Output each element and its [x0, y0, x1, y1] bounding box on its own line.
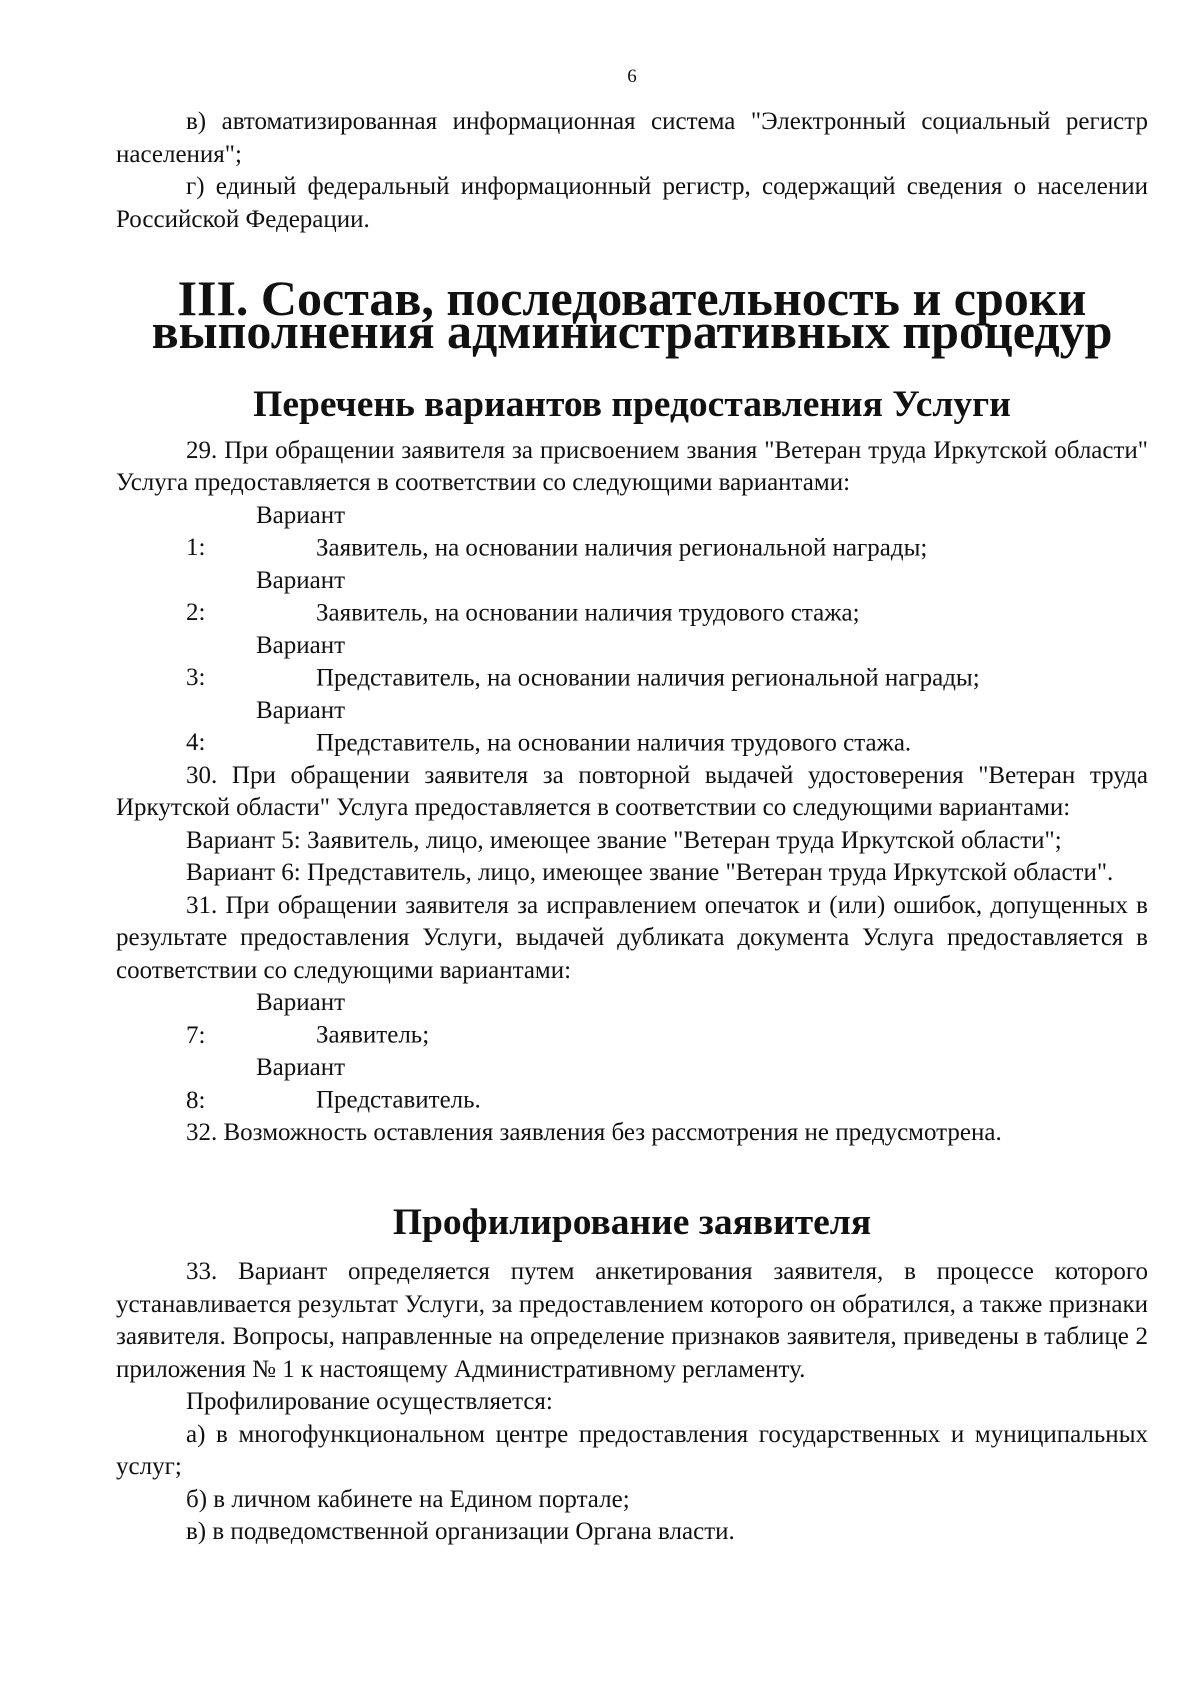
variant-number: Вариант 8:	[186, 1054, 346, 1114]
variant-text: Заявитель;	[316, 1021, 430, 1049]
intro-item-g: г) единый федеральный информационный регистр, содержащий сведения о населении Российской Федерации.	[116, 173, 1148, 233]
page-number: 6	[627, 66, 637, 87]
variant-number: Вариант 3:	[186, 631, 346, 691]
paragraph-33: 33. Вариант определяется путем анкетирования заявителя, в процессе которого устанавливается результат Услуги, за предоставлением которого он обратился, а также признаки заявителя. Вопросы, направленные на определение признаков заявителя, приведены в таблице 2 приложения № 1 к настоящему Административному регламенту.	[116, 1258, 1148, 1383]
intro-item-v: в) автоматизированная информационная система "Электронный социальный регистр населения";	[116, 108, 1148, 168]
variant-8	[116, 1052, 1148, 1117]
variant-text: Представитель, на основании наличия региональной награды;	[316, 664, 980, 691]
variant-number: Вариант 1:	[186, 501, 346, 561]
variant-3	[116, 630, 1148, 695]
profiling-item-v: в) в подведомственной организации Органа власти.	[186, 1518, 735, 1545]
subsection-title-profiling: Профилирование заявителя	[392, 1201, 872, 1243]
subsection-title-variants: Перечень вариантов предоставления Услуги	[253, 384, 1011, 425]
variant-4	[116, 695, 1148, 760]
variant-5: Вариант 5: Заявитель, лицо, имеющее звание "Ветеран труда Иркутской области";	[186, 826, 1062, 854]
variant-2	[116, 565, 1148, 630]
variant-text: Заявитель, на основании наличия трудового стажа;	[316, 599, 860, 626]
paragraph-31: 31. При обращении заявителя за исправлением опечаток и (или) ошибок, допущенных в результате предоставления Услуги, выдачей дубликата документа Услуга предоставляется в соответствии со следующими вариантами:	[116, 891, 1148, 984]
variant-1	[116, 500, 1148, 565]
variant-7	[116, 987, 1148, 1052]
profiling-item-a: а) в многофункциональном центре предоставления государственных и муниципальных услуг;	[116, 1420, 1148, 1480]
variant-text: Представитель, на основании наличия трудового стажа.	[316, 729, 912, 756]
profiling-item-b: б) в личном кабинете на Едином портале;	[186, 1485, 630, 1513]
variant-number: Вариант 2:	[186, 566, 346, 626]
paragraph-30: 30. При обращении заявителя за повторной выдачей удостоверения "Ветеран труда Иркутской области" Услуга предоставляется в соответствии со следующими вариантами:	[116, 761, 1148, 821]
profiling-intro: Профилирование осуществляется:	[186, 1388, 553, 1415]
paragraph-32: 32. Возможность оставления заявления без рассмотрения не предусмотрена.	[186, 1119, 1002, 1146]
variant-number: Вариант 4:	[186, 696, 346, 756]
variant-6: Вариант 6: Представитель, лицо, имеющее звание "Ветеран труда Иркутской области".	[186, 859, 1114, 886]
section-title: III. Состав, последовательность и сроки выполнения административных процедур	[151, 270, 1113, 359]
variant-text: Представитель.	[316, 1086, 481, 1114]
variant-number: Вариант 7:	[186, 989, 346, 1049]
variant-text: Заявитель, на основании наличия региональной награды;	[316, 534, 928, 561]
paragraph-29: 29. При обращении заявителя за присвоением звания "Ветеран труда Иркутской области" Услуга предоставляется в соответствии со следующими вариантами:	[116, 436, 1148, 496]
